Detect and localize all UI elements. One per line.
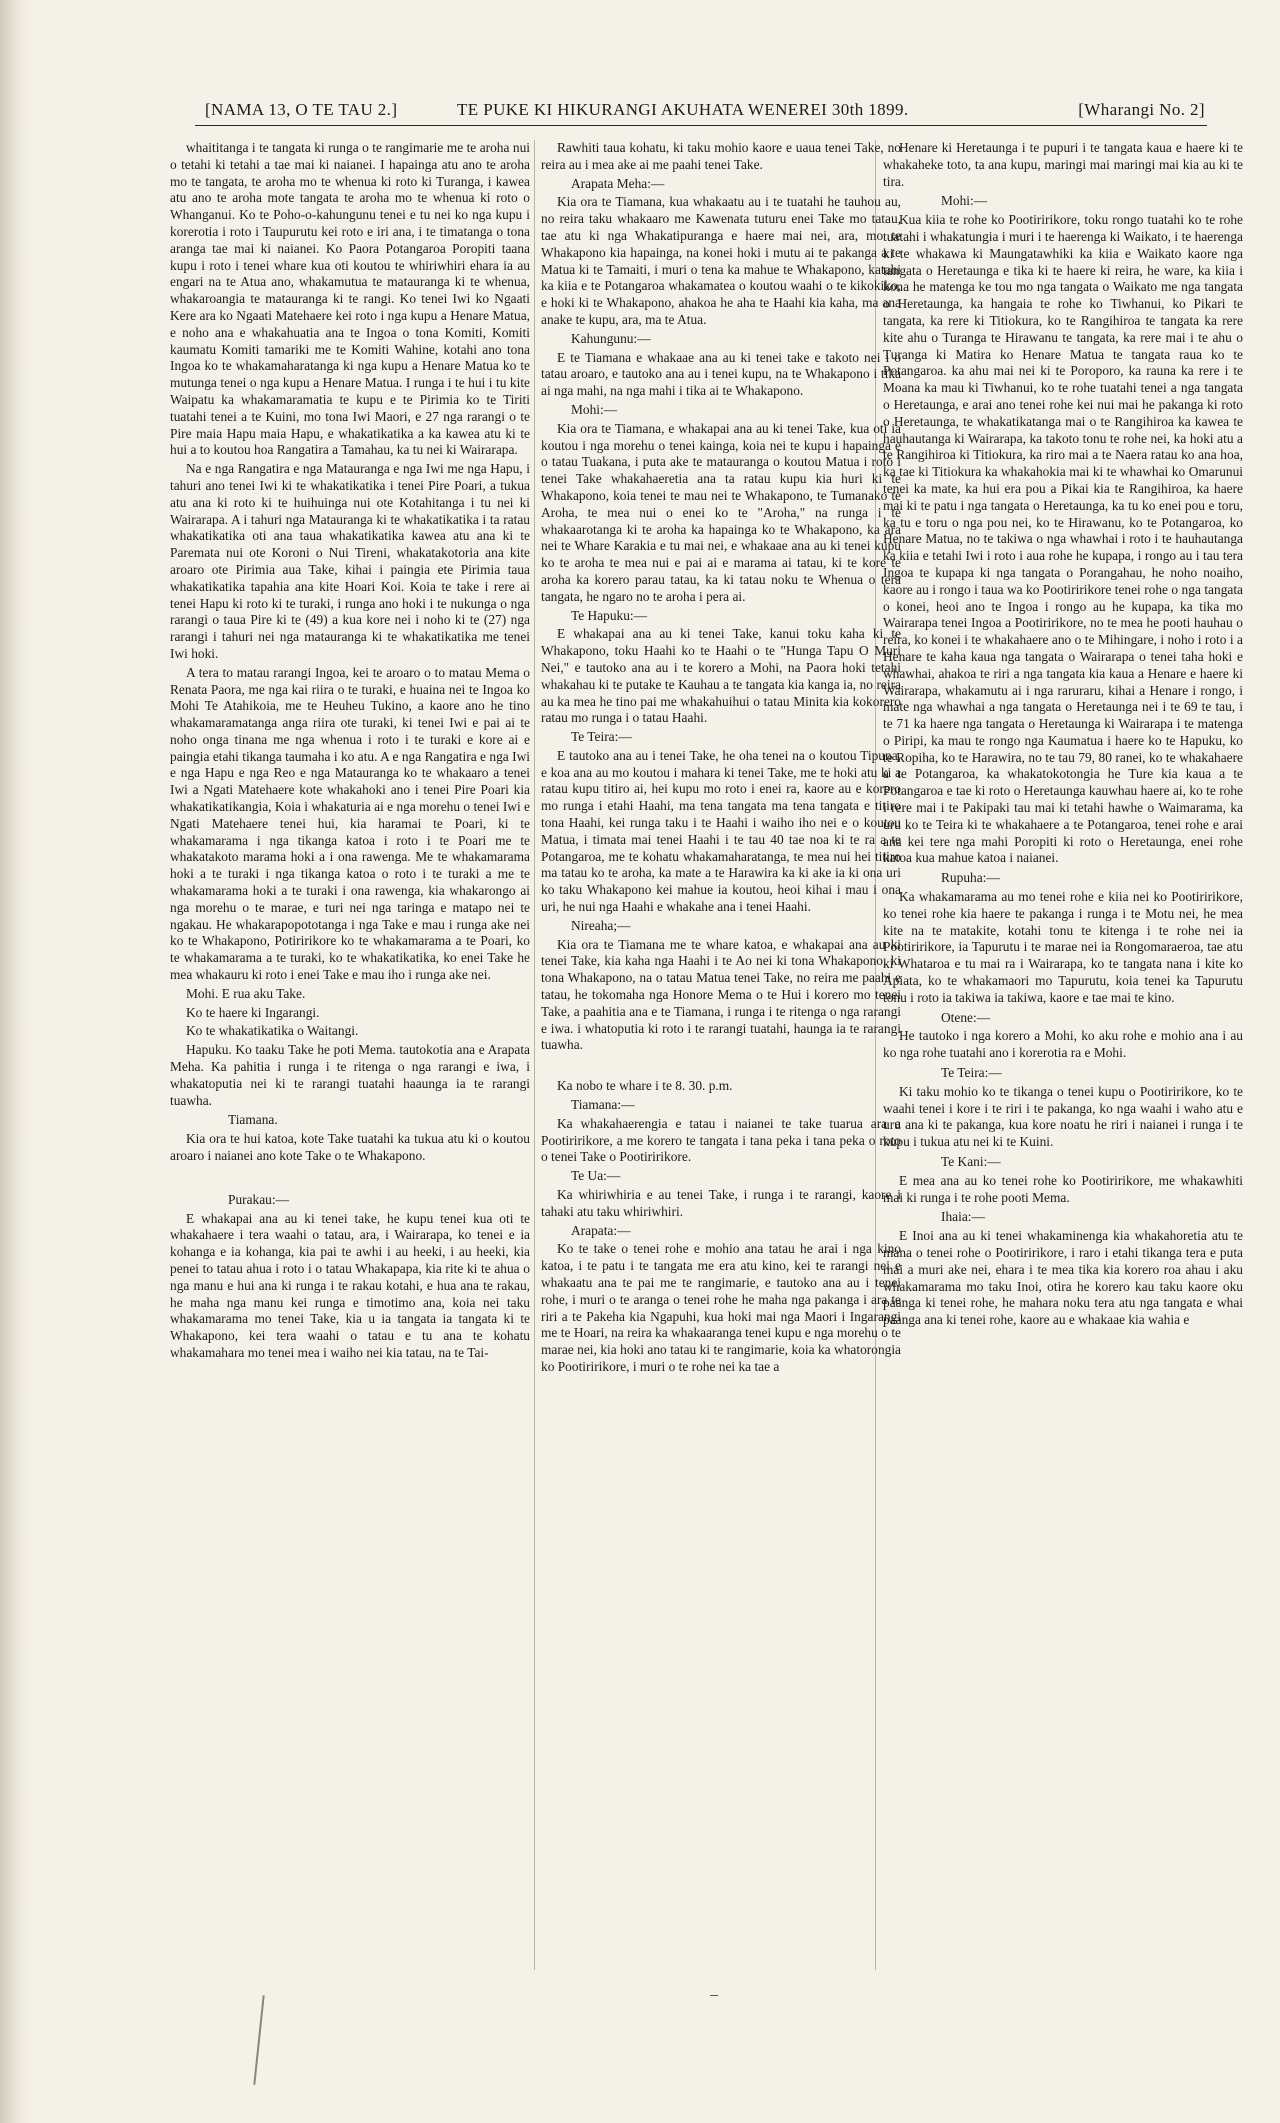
speaker-name: Arapata Meha:— (571, 175, 665, 191)
speaker-name: Rupuha:— (941, 870, 1000, 886)
column-1 (170, 140, 530, 1970)
paragraph: E Inoi ana au ki tenei whakaminenga kia whakahoretia atu te mana o tenei rohe o Pootiririkore, i raro i etahi tikanga tera e puta mai a muri ake nei, ehara i te mea tika kia korero roa ahau i aku whakamarama mo taku Inoi, otira he korero kau taku kaore oku paanga ki tenei rohe, he mahara noku tera atu nga tangata e whai paanga ana ki tenei rohe, kaore au e whakaae kia wahia e (883, 1228, 1243, 1328)
issue-number: [NAMA 13, O TE TAU 2.] (205, 100, 398, 119)
paragraph: Ka whiriwhiria e au tenei Take, i runga i te rarangi, kaore i tahaki atu taku whiriwhiri. (541, 1187, 901, 1219)
paragraph: E whakapai ana au ki tenei Take, kanui toku kaha ki te Whakapono, toku Haahi ko te Haahi o te "Hunga Tapu O Muri Nei," e tautoko ana au i te korero a Mohi, na Paora hoki tetahi whakahau ki te putake te Kauhau a te tangata kia kanga ia, no reira au ka mea he tino pai me whakahuihui o tatau Minita kia kokorero ratau mo runga i o tatau Haahi. (541, 626, 901, 726)
paragraph: E whakapai ana au ki tenei take, he kupu tenei kua oti te whakahaere i tera waahi o tatau, ara, i Wairarapa, ko tenei e ia kohanga e ia kohanga, kia pai te awhi i au heeki, i au heeki, kia penei to tatau ahua i roto i o tatau Whakapapa, kia rite ki te ahua o nga manu e hui ana ki runga i te rakau kotahi, e hua ana te rakau, he maha nga manu kei runga e timotimo ana, koia nei taku whakamarama mo tenei Take, kia u ia tangata ia tangata ki te Whakapono, kei tera waahi o tatau e tu ana te kohatu whakamahara mo tenei mea i waiho nei kia tatau, na te Tai- (170, 1210, 530, 1360)
column-divider (534, 140, 535, 1970)
speaker-name: Te Teira:— (941, 1065, 1002, 1081)
speaker-name: Nireaha;— (571, 917, 631, 933)
running-header (205, 100, 1205, 128)
column-3 (883, 140, 1243, 1970)
paragraph: whaititanga i te tangata ki runga o te rangimarie me te aroha nui o tetahi ki tetahi a tae mai ki naianei. I hapainga atu ano te aroha mo te tangata, te aroha mo te whenua ki roto ki Turanga, i kawea atu ano te aroha mote tangata te aroha mo te whenua ki roto o Whanganui. Ko te Poho-o-kahungunu tenei e tu nei ko nga kupu i korerotia i roto i Taupurutu kei roto e iri ana, i te timatanga o tona aranga tae mai ki naianei. Ko Paora Potangaroa Poropiti taana kupu i roto i tenei whare kua oti koutou te whiriwhiri ehara ia au engari na te Atua ano, whakamutua te matauranga ki te whenua, whakaroangia te matauranga ki te rangi. Ko tenei Iwi ko Ngaati Kere ara ko Ngaati Matehaere kei roto i nga kupu a Henare Matua, e noho ana e whakahuatia ana te Ingoa o tona Komiti, Komiti kaumatu Komiti tamariki me te Komiti Wahine, kotahi ano tona Ingoa ko te whakamaharatanga ki nga kupu a Henare Matua ko te mutunga tenei o nga kupu a Henare Matua. I runga i te hui i tu kite Waipatu ka whakamaramatia te kupu e te Pirimia ko te Tiriti tuatahi tenei a te Kuini, mo tona Iwi Maori, e 27 nga rarangi o te Pire maia Hapu maia Hapu, e whakatikatika a ka kawea atu ki te hui a to koutou hoa Rangatira a Tamahau, ka tu nei ki Wairarapa. (170, 140, 530, 458)
spacer (541, 1056, 901, 1078)
paragraph: Na e nga Rangatira e nga Matauranga e nga Iwi me nga Hapu, i tahuri ano tenei Iwi ki te whakatikatika i tenei Pire Poari, a tukua atu ana ki roto ki te huihuinga nui ote Kotahitanga i tu nei ki Wairarapa. A i tahuri nga Matauranga ki te whakatikatika i ta ratau whakatikatika oti ana taua whakatikatika kawea atu ana ki te Paremata nui ote Koroni o Nui Tireni, whakatakotoria ana kite aroaro ote Pirimia aua Take, kihai i paingia ete Pirimia taua whakatikatika tapahia ana kite Hoari Koi. Koia te take i rere ai tenei Hapu ki roto ki te turaki, i runga ano hoki i te nukunga o nga rarangi o taua Pire ki te (49) a kua kore nei i noho ki te (27) nga rarangi i tahuri nei nga matauranga ki te whakatikatika me tenei Iwi hoki. (170, 461, 530, 661)
header-rule (195, 125, 1207, 126)
speaker-name: Kahungunu:— (571, 330, 651, 346)
paragraph: Kia ora te Tiamana me te whare katoa, e whakapai ana au ki tenei Take, kia kaha nga Haahi i te Ao nei ki tona Whakapono, ki tona Whakapono, na o tatau Matua tenei Take, no reira me paahi e tatau, he tokomaha nga Honore Mema o te Hui i korero mo tenei Take, a paahitia ana e te Tiamana, i runga i te ritenga o nga rarangi e iwa. i whatoputia ki roto i te rarangi tuatahi, haunga ia te rarangi tuawha. (541, 936, 901, 1053)
speaker-name: Te Teira:— (571, 729, 632, 745)
paragraph: Ko te whakatikatika o Waitangi. (186, 1023, 359, 1039)
speaker-name: Tiamana:— (571, 1097, 635, 1113)
speaker-name: Te Ua:— (571, 1168, 621, 1184)
paragraph: E mea ana au ko tenei rohe ko Pootiririkore, me whakawhiti mai ki runga i te rohe pooti Mema. (883, 1172, 1243, 1205)
paragraph: Ki taku mohio ko te tikanga o tenei kupu o Pootiririkore, ko te waahi tenei i kore i te riri i te pakanga, ko nga waahi i waho atu e uru ana ki te pakanga, kua kore noatu he riri i naianei i runga i te kupu i tukua atu nei ki te Kuini. (883, 1083, 1243, 1150)
masthead-title: TE PUKE KI HIKURANGI AKUHATA WENEREI 30th 1899. (457, 100, 909, 119)
paragraph: Ko te take o tenei rohe e mohio ana tatau he arai i nga kino katoa, i te patu i te tangata me era atu kino, kei te rarangi nei e whakaatu ana te pai me te rangimarie, e tautoko ana au i tenei rohe, i muri o te aranga o tenei rohe he maha nga pakanga i ara te riri a te Pakeha kia Ngapuhi, kua hoki mai nga Maori i Ingarangi me te Hoari, na reira ka whakaaranga tenei kupu e nga morehu o te marae nei, kia hoki ano tatau ki te rangimarie, koia ka whatorongia ko Pootiririkore, i muri o te rohe nei ka tae a (541, 1241, 901, 1374)
paragraph: Kia ora te Tiamana, kua whakaatu au i te tuatahi he tauhou au, no reira taku whakaaro me Kawenata tuturu enei Take mo tatau, tae atu ki nga Whakatipuranga e haere mai nei, ara, mo te Whakapono kia hapainga, na konei hoki i mutu ai te pakanga a te Matua ki te Tamaiti, i muri o tena ka mahue te Whakapono, katahi ka kiia e te Potangaroa whakamatea o koutou waahi o te kikokiko, e hoki ki te Whakapono, ahakoa he aha te Haahi kia kaha, ma ana anake te kupu, ara, ma te Atua. (541, 194, 901, 327)
paragraph: E te Tiamana e whakaae ana au ki tenei take e takoto nei i o tatau aroaro, e tautoko ana au i tenei kupu, na te Whakapono i tika ai nga mahi, na nga mahi i tika ai te Whakapono. (541, 349, 901, 399)
paragraph: Hapuku. Ko taaku Take he poti Mema. tautokotia ana e Arapata Meha. Ka pahitia i runga i te ritenga o nga rarangi e iwa, i whakatoputia nei ki te rarangi tuatahi haaunga ia te rarangi tuawha. (170, 1042, 530, 1108)
paragraph: Kia ora te hui katoa, kote Take tuatahi ka tukua atu ki o koutou aroaro i naianei ano kote Take o te Whakapono. (170, 1131, 530, 1164)
speaker-name: Otene:— (941, 1009, 991, 1025)
session-note: Ka nobo te whare i te 8. 30. p.m. (557, 1078, 733, 1094)
paragraph: Henare ki Heretaunga i te pupuri i te tangata kaua e haere ki te whakaheke toto, ta ana kupu, maringi mai maringi mai kia au ki te tira. (883, 140, 1243, 189)
page-number: [Wharangi No. 2] (1078, 100, 1205, 119)
paragraph: A tera to matau rarangi Ingoa, kei te aroaro o to matau Mema o Renata Paora, me nga kai riira o te turaki, e huaina nei te Ingoa ko Mohi Te Atahikoia, me te Heuheu Tukino, a kaore ano he tino whakamaramatanga anga riira ote turaki, ki tenei Iwi e pai ai te noho onga tinana me nga whenua i roto i te turaki e kore ai e paingia etahi tikanga taumaha i ko atu. A e nga Rangatira e nga Iwi e nga Hapu e nga Reo e nga Matauranga ko te whakaaro a tenei Iwi a Ngati Matehaere kote whakahoki ano i tenei Pire Poari kia whakatikatikangia, Koia i whakaturia ai e nga morehu o tenei Iwi e Ngati Matehaere tenei hui, kia haramai te Poari, ki te whakamarama i nga tikanga katoa i roto i te Poari me te whakatakoto marama hoki a i ona rawenga. Me te whakamarama hoki a te turaki i nga tikanga katoa o roto i te turaki a me te whakamarama hoki a te turaki i ona rawenga, kia whakarongo ai nga morehu o te marae, e turi nei nga taringa e matapo nei te ngakau. He whakarapopototanga i nga Take e mau i runga ake nei ko te Whakapono, Potiririkore ko te whakamarama a te Poari, ko te whakamarama a te turaki, ko te whakatikatika, ko enei Take he mea whakauru ki roto i enei Take e mau iho i runga ake nei. (170, 664, 530, 983)
speaker-name: Te Hapuku:— (571, 607, 648, 623)
page-edge-shadow (0, 0, 30, 2123)
speaker-name: Mohi:— (571, 401, 618, 417)
speaker-name: Ihaia:— (941, 1209, 985, 1225)
paragraph: He tautoko i nga korero a Mohi, ko aku rohe e mohio ana i au ko nga rohe tuatahi ano i korerotia ra e Mohi. (883, 1028, 1243, 1061)
paragraph: Kia ora te Tiamana, e whakapai ana au ki tenei Take, kua oti ia koutou i nga morehu o tenei kainga, koia nei te kupu i hapainga e o tatau Tuakana, i puta ake te matauranga o koutou Matua i roto i tenei Take whakahaeretia ana ta ratau kupu kia huri ki te Whakapono, koia tenei te mau nei te Whakapono, te Tumanako te Aroha, te mea nui o enei ko te "Aroha," na runga i te whakaarotanga ki te aroha ka hapainga ko te Whakapono, ka ara nei te Whare Karakia e tu mai nei, e whakaae ana au ki tenei kupu ko te aroha te mea nui e pai ai e marama ai tatau, ki te kore te aroha ka korero parau tatau, ka ki tatau noku te Whenua o tera tangata, he ngaro no te aroha i pera ai. (541, 420, 901, 604)
speaker-name: Te Kani:— (941, 1154, 1001, 1170)
paragraph: Mohi. E rua aku Take. (186, 985, 306, 1001)
paragraph: E tautoko ana au i tenei Take, he oha tenei na o koutou Tipuna, e koa ana au mo koutou i mahara ki tenei Take, me te hoki atu ki a ratau kupu titiro ai, hei kupu mo roto i enei ra, kaore au e korero mo runga i etahi Haahi, ma tena tangata ma tena tangata e titiro tona Haahi, kei runga taku i te Haahi i waiho iho nei e o koutou Matua, i timata mai tenei Haahi i te tau 40 tae noa ki te ra a te Potangaroa, me te kohatu whakamaharatanga, te mea nui hei titiro ma tatau ko te aroha, ka mate a te Harawira ka ki ake ia ki ona uri ko taku Whakapono kei mahue ia koutou, heoi kihai i mau i ona uri, he nui nga Haahi e whakahe ana i tenei Haahi. (541, 747, 901, 915)
paper-scratch (253, 1995, 264, 2085)
speaker-name: Arapata:— (571, 1222, 631, 1238)
paragraph: Ka whakamarama au mo tenei rohe e kiia nei ko Pootiririkore, ko tenei rohe kia haere te pakanga i runga i te Motu nei, he mea kite na te matakite, kotahi tonu te kitenga i te rohe nei ia Pootiririkore, ia Tapurutu i te marae nei ia Rongomaraeroa, tae atu ki Whataroa e tu mai ra i Wairarapa, ko te tangata nana i kite ko Apiata, ko te whakamaori mo Tapurutu, koia tenei ka Tapurutu tonu i roto ia takiwa ia takiwa, kaore e tae mai te kino. (883, 889, 1243, 1005)
paragraph: Ko te haere ki Ingarangi. (186, 1004, 320, 1020)
spacer (170, 1167, 530, 1189)
speaker-name: Tiamana. (228, 1112, 278, 1128)
ink-mark (710, 1995, 718, 1996)
column-2 (541, 140, 901, 1970)
paragraph: Rawhiti taua kohatu, ki taku mohio kaore e uaua tenei Take, no reira au i mea ake ai me paahi tenei Take. (541, 140, 901, 172)
paragraph: Kua kiia te rohe ko Pootiririkore, toku rongo tuatahi ko te rohe tuatahi i whakatungia i muri i te haerenga ki Waikato, i te haerenga ki te whakawa ki Maungatawhiki ka kiia e Waikato kaore nga tangata o Heretaunga e tika ki te haere ki reira, he ware, ka kiia i kona he matenga ke tou mo nga tangata o Waikato me nga tangata o Heretaunga, ka hangaia te rohe ko Tiwhanui, ko Pikari te tangata, ka rere ki Titiokura, ko te Rangihiroa te tangata ka rere kite ahu o Turanga te Hirawanu te tangata, ka rere mai i te ahu o Turanga ki Matira ko Henare Matua te tangata raua ko te Potangaroa. ka ahu mai nei ki te Poroporo, ka rauna ka rere i te Moana ka mau ki Tiwhanui, ko te rohe tuatahi tenei a nga tangata o Heretaunga, e arai ano tenei rohe kei nui mai he pakanga ki roto o Heretaunga, te whakatikatanga mai o te Rangihiroa ka kawea te hauhautanga ki Wairarapa, ka takoto tonu te rohe nei, ka hoki atu a te Rangihiroa ki Titiokura, ka riro mai a te Naera ratau ko ana hoa, ka tae ki Titiokura ka whakahokia mai ki te whawhai ko Omarunui tenei ka mate, ka hui era pou a Pikai kia te Rangihiroa, ka haere mai ki te patu i nga tangata o Heretaunga, ka tu ko enei pou e toru, ka tu e toru o nga pou nei, ko te Hirawanu, ko te Potangaroa, ko Henare Matua, no te takiwa o nga whawhai i roto i te hauhautanga ka kiia e tetahi Iwi i roto i aua rohe he kupapa, i rongo au i tau tera Ingoa te kupapa ki nga tangata o Porangahau, he noho noaiho, kaore au i rongo i taua wa ko Pootiririkore tenei rohe o nga tangata o konei, heoi ano te Ingoa i rongo au he kupapa, ka tika mo Wairarapa tenei Ingoa a Pootiririkore, no te mea he pooti hauhau o reira, ko konei i te whakahaere ano o te Mihingare, i noho i roto i a Henare te kaha kaua nga tangata o Wairarapa o tenei taha hoki e whawhai, ahakoa te riri a nga tangata kia kaua a Henare e haere ki Wairarapa, whakamutu ai i nga raruraru, kihai a Henare i rongo, i mate nga whawhai a nga tangata o Heretaunga nei i te 69 te tau, i te 71 ka haere nga tangata o Heretaunga ki Wairarapa i te matenga o Piripi, ka mau te rongo nga Kaumatua i haere ko te Hapuku, ko te Ropiha, ko te Harawira, no te tau 79, 80 ranei, ko te whakahaere a te Potangaroa, ka whakatokotongia he Ture kia kaua a te Potangaroa e tae ki roto o Heretaunga kauwhau haere ai, ko te rohe i rere mai i te Pakipaki tau mai ki tetahi hawhe o Waimarama, ka uru ko te Teira ki te whakahaere a te Potangaroa, tenei rohe e arai ana kei tere nga mahi Poropiti ki roto o Heretaunga, enei rohe katoa kua mahue katoa i naianei. (883, 212, 1243, 866)
paragraph: Ka whakahaerengia e tatau i naianei te take tuarua ara a Pootiririkore, a me korero te tangata i tana peka i tana peka o roto o tenei Take o Pootiririkore. (541, 1115, 901, 1165)
speaker-name: Mohi:— (941, 193, 988, 209)
speaker-name: Purakau:— (228, 1191, 289, 1207)
